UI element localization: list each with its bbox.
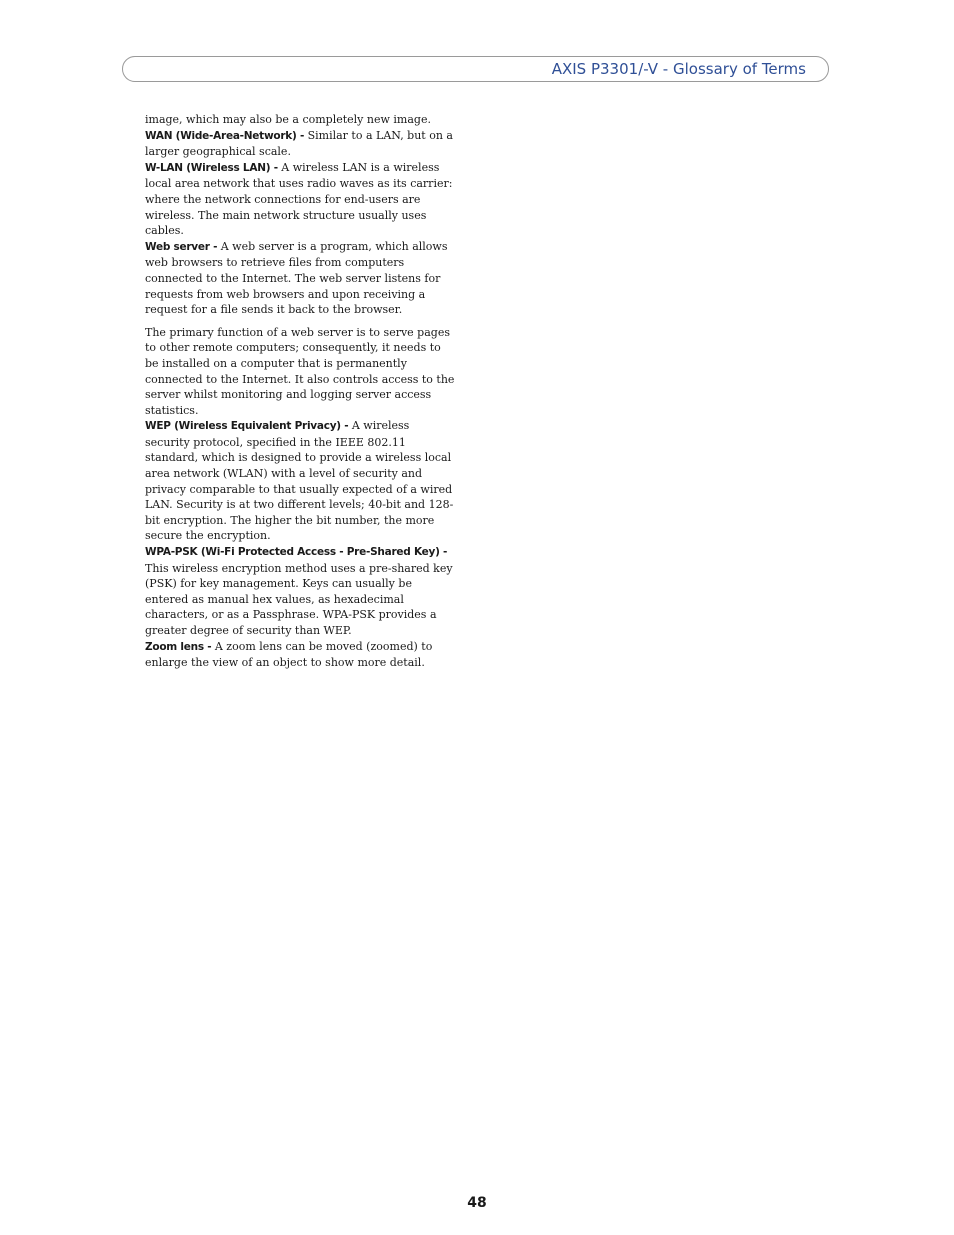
page-number: 48 [467, 1195, 487, 1211]
glossary-content [145, 112, 455, 671]
definition-zoom-lens: A zoom lens can be moved (zoomed) to enlarge the view of an object to show more detail. [145, 639, 433, 670]
term-web-server: Web server - [145, 240, 218, 253]
definition-wep: A wireless security protocol, specified in the IEEE 802.11 standard, which is designed to provide a wireless local area network (WLAN) with a level of security and privacy comparable to that usually expected of a wired LAN. Security is at two different levels; 40-bit and 128-bit encryption. The higher the bit number, the more secure the encryption. [145, 419, 454, 543]
term-wan: WAN (Wide-Area-Network) - [145, 129, 305, 142]
definition-wlan: A wireless LAN is a wireless local area network that uses radio waves as its carrier: where the network connections for end-users are wireless. The main network structure usually uses cables. [145, 160, 453, 238]
definition-wan: Similar to a LAN, but on a larger geographical scale. [145, 128, 453, 159]
page-header [122, 56, 829, 82]
term-wep: WEP (Wireless Equivalent Privacy) - [145, 420, 349, 433]
glossary-entry-wpa-psk [145, 544, 455, 639]
glossary-entry-wep [145, 418, 455, 544]
glossary-entry-wlan [145, 160, 455, 239]
glossary-entry-zoom-lens [145, 639, 455, 671]
header-title: AXIS P3301/-V - Glossary of Terms [551, 60, 806, 78]
glossary-entry-wan [145, 128, 455, 160]
term-zoom-lens: Zoom lens - [145, 640, 212, 653]
definition-web-server: A web server is a program, which allows web browsers to retrieve files from computers connected to the Internet. The web server listens for requests from web browsers and upon receiving a request for a file sends it back to the browser. [145, 239, 448, 317]
glossary-entry-web-server [145, 239, 455, 318]
intro-continuation: image, which may also be a completely new image. [145, 113, 431, 126]
definition-wpa-psk: This wireless encryption method uses a pre-shared key (PSK) for key management. Keys can usually be entered as manual hex values, as hexadecimal characters, or as a Passphrase. WPA-PSK provides a greater degree of security than WEP. [145, 561, 453, 637]
web-server-extra-paragraph: The primary function of a web server is to serve pages to other remote computers; consequently, it needs to be installed on a computer that is permanently connected to the Internet. It also controls access to the server whilst monitoring and logging server access statistics. [145, 325, 455, 417]
term-wlan: W-LAN (Wireless LAN) - [145, 161, 278, 174]
term-wpa-psk: WPA-PSK (Wi-Fi Protected Access - Pre-Shared Key) - [145, 546, 448, 559]
